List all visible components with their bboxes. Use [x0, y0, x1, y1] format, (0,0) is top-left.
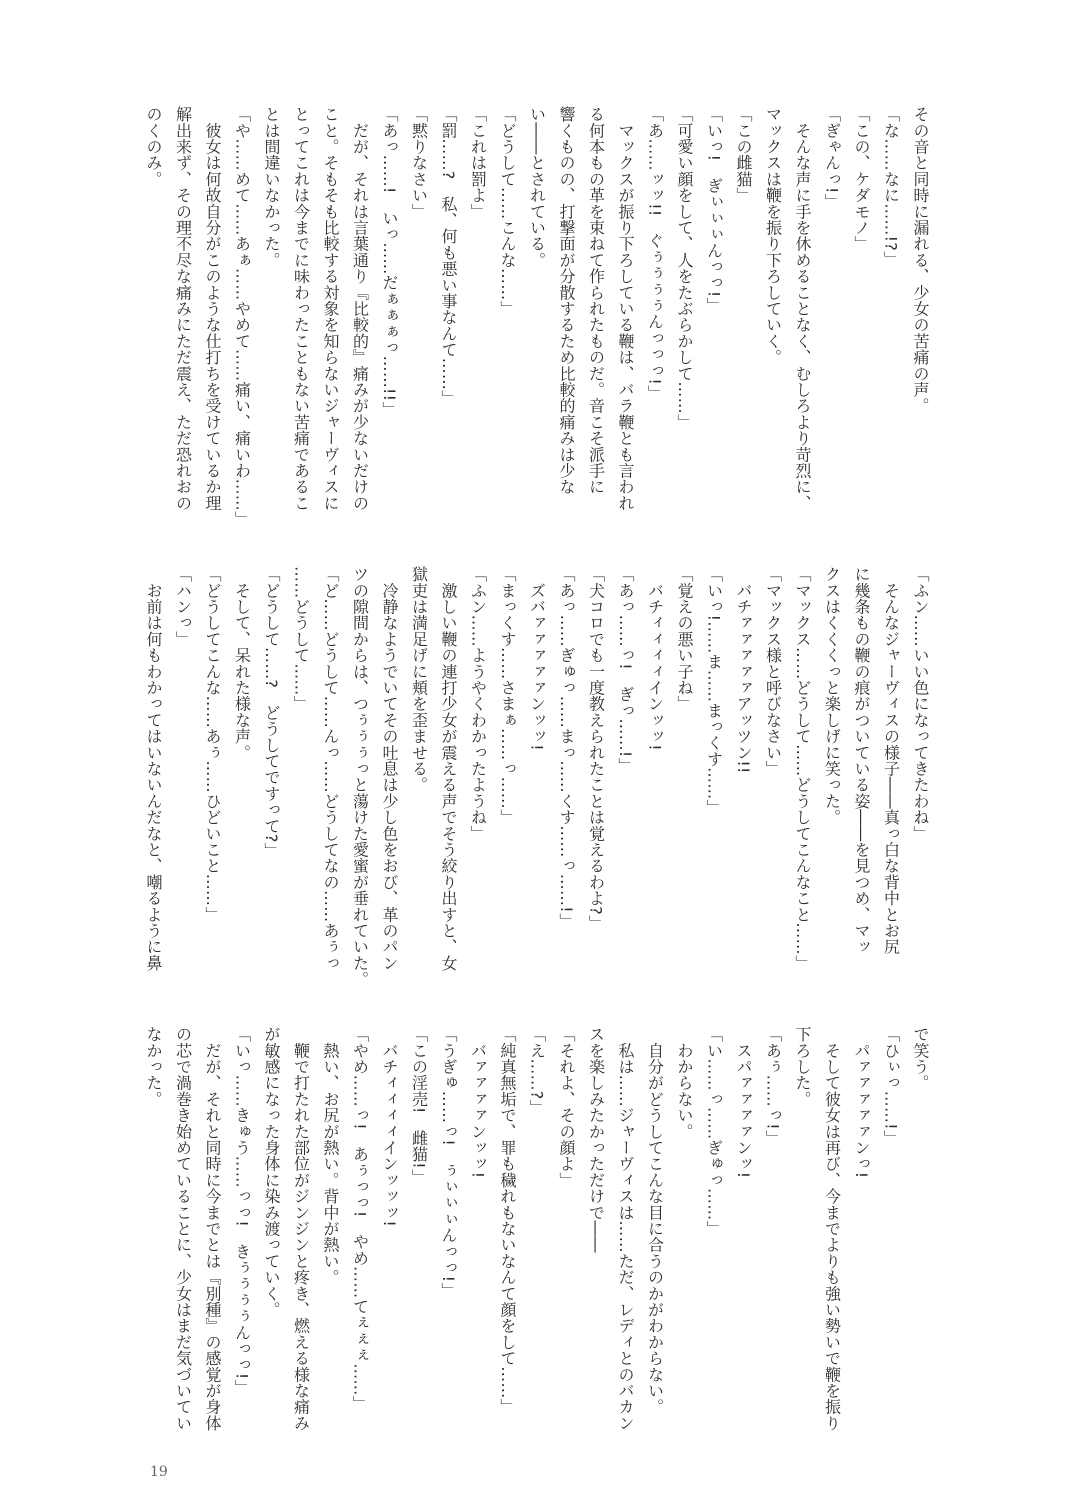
- text-line: 「やめ……っ! あぅっっ! やめ……てぇぇぇ……」: [350, 1026, 370, 1412]
- text-line: だが、それは言葉通り『比較的』痛みが少ないだけの: [350, 106, 370, 511]
- text-line: スを楽しみたかっただけで――: [586, 1026, 606, 1253]
- text-line: 「罰……? 私、何も悪い事なんて……」: [439, 106, 458, 407]
- text-line: こと。そもそも比較する対象を知らないジャーヴィスに: [321, 106, 340, 511]
- text-line: 「あっ……ぎゅっ……まっ……くす……っ……!」: [557, 566, 576, 930]
- text-line: 「うぎゅ……っ! ぅぃぃぃんっっ!」: [439, 1026, 458, 1299]
- text-line: ズバァァァァァンッッ!: [527, 566, 547, 751]
- text-line: 私は……ジャーヴィスは……ただ、レディとのバカン: [616, 1026, 635, 1431]
- text-line: 「どうして……こんな……」: [498, 106, 517, 317]
- text-line: 「犬コロでも一度教えられたことは覚えるわよ?」: [586, 566, 606, 932]
- text-line: 「あっ……っ! ぎっ……!」: [616, 566, 635, 774]
- text-line: 「あっ……! いっ……だぁぁぁっ……!!」: [380, 106, 399, 418]
- text-line: なかった。: [144, 1026, 163, 1107]
- text-line: だが、それと同時に今までとは『別種』の感覚が身体: [203, 1026, 222, 1431]
- text-line: 「この、ケダモノ」: [852, 106, 871, 252]
- text-line: パァァァァァンっ!: [852, 1026, 871, 1179]
- text-line: 獄吏は満足げに頬を歪ませる。: [409, 566, 429, 793]
- text-line: 「な……なに……!?」: [881, 106, 901, 268]
- text-line: で笑う。: [911, 1026, 930, 1091]
- text-line: 「この淫売! 雌猫!」: [409, 1026, 429, 1186]
- text-line: 「可愛い顔をして、人をたぶらかして……」: [675, 106, 694, 430]
- text-line: お前は何もわかってはいないんだなと、嘲るように鼻: [144, 566, 163, 971]
- text-line: 「い……っ……ぎゅっ……」: [704, 1026, 724, 1237]
- text-tier-bottom: [138, 1026, 935, 1446]
- text-line: バチァァァァァアッツン!!: [734, 566, 753, 774]
- text-line: 「あ……ッッ!! ぐぅぅぅぅんっっっ!」: [645, 106, 665, 402]
- text-line: 「覚えの悪い子ね」: [675, 566, 694, 712]
- text-line: 「どうしてこんな……あぅ……ひどいこと……」: [203, 566, 222, 923]
- text-line: 「ふン……いい色になってきたわね」: [911, 566, 930, 842]
- text-line: クスはくくくっと楽しげに笑った。: [822, 566, 842, 826]
- text-line: バチィィィィインッッ!: [645, 566, 665, 751]
- text-line: そして、呆れた様な声。: [232, 566, 252, 761]
- text-line: 冷静なようでいてその吐息は少し色をおび、革のパン: [380, 566, 399, 971]
- text-tier-middle: [138, 566, 935, 986]
- text-line: わからない。: [675, 1026, 694, 1140]
- text-line: その音と同時に漏れる、少女の苦痛の声。: [911, 106, 930, 414]
- text-line: とってこれは今までに味わったこともない苦痛であるこ: [291, 106, 311, 511]
- text-line: のくのみ。: [144, 106, 163, 187]
- text-line: 「ど……どうして……んっ……どうしてなの……あぅっ: [321, 566, 340, 971]
- text-line: る何本もの革を束ねて作られたものだ。音こそ派手に: [586, 106, 606, 495]
- text-line: とは間違いなかった。: [262, 106, 281, 268]
- text-line: 「黙りなさい」: [409, 106, 429, 220]
- text-line: 「純真無垢で、罪も穢れもないなんて顔をして……」: [498, 1026, 517, 1415]
- text-line: 自分がどうしてこんな目に合うのかがわからない。: [645, 1026, 665, 1415]
- text-line: マックスは鞭を振り下ろしていく。: [763, 106, 783, 366]
- text-line: 「それよ、その顔よ」: [557, 1026, 576, 1188]
- text-line: の芯で渦巻き始めていることに、少女はまだ気づいてい: [173, 1026, 193, 1431]
- page-number: 19: [150, 1464, 168, 1480]
- text-line: い――とされている。: [527, 106, 547, 268]
- text-line: 「どうして……? どうしてですって?」: [262, 566, 281, 859]
- text-line: 「ハンっ」: [173, 566, 193, 647]
- text-line: スパァァァァンッ!: [734, 1026, 753, 1179]
- text-line: 「え……?」: [527, 1026, 547, 1116]
- text-line: 激しい鞭の連打少女が震える声でそう絞り出すと、女: [439, 566, 458, 971]
- text-line: 「マックス……どうして……どうしてこんなこと……」: [793, 566, 812, 971]
- text-line: バァァァァンッッ!: [468, 1026, 488, 1179]
- text-line: 「いっ!……ま……まっくす……」: [704, 566, 724, 816]
- text-line: 「これは罰よ」: [468, 106, 488, 220]
- text-line: に幾条もの鞭の痕がついている姿――を見つめ、マッ: [852, 566, 871, 955]
- text-line: 「ぎゃんっ!」: [822, 106, 842, 210]
- text-line: 鞭で打たれた部位がジンジンと疼き、燃える様な痛み: [291, 1026, 311, 1431]
- text-line: 「いっ! ぎぃぃぃんっっ!」: [704, 106, 724, 314]
- text-line: そんなジャーヴィスの様子――真っ白な背中とお尻: [881, 566, 901, 955]
- text-line: が敏感になった身体に染み渡っていく。: [262, 1026, 281, 1318]
- text-line: 「いっ……きゅう……っっ! きぅぅぅぅんっっ!」: [232, 1026, 252, 1396]
- text-line: 下ろした。: [793, 1026, 812, 1107]
- text-line: ……どうして……」: [291, 566, 311, 712]
- text-line: 「や……めて……あぁ……やめて……痛い、痛いわ……」: [232, 106, 252, 528]
- text-line: 「ひぃっ……!」: [881, 1026, 901, 1147]
- text-line: そして彼女は再び、今までよりも強い勢いで鞭を振り: [822, 1026, 842, 1431]
- text-tier-top: [138, 106, 935, 526]
- text-line: マックスが振り下ろしている鞭は、バラ鞭とも言われ: [616, 106, 635, 511]
- text-line: バチィィィィインッッッ!: [380, 1026, 399, 1228]
- text-line: そんな声に手を休めることなく、むしろより苛烈に、: [793, 106, 812, 511]
- text-line: 解出来ず、その理不尽な痛みにただ震え、ただ恐れおの: [173, 106, 193, 511]
- text-line: 「まっくす……さまぁ……っ……」: [498, 566, 517, 826]
- text-line: 「ふン……ようやくわかったようね」: [468, 566, 488, 842]
- text-line: 「あぅ……っ!」: [763, 1026, 783, 1147]
- text-line: 「マックス様と呼びなさい」: [763, 566, 783, 777]
- text-line: 響くものの、打撃面が分散するため比較的痛みは少な: [557, 106, 576, 495]
- text-line: ツの隙間からは、つぅぅぅっと蕩けた愛蜜が垂れていた。: [350, 566, 370, 988]
- text-line: 「この雌猫」: [734, 106, 753, 204]
- text-line: 彼女は何故自分がこのような仕打ちを受けているか理: [203, 106, 222, 511]
- text-line: 熱い、お尻が熱い。背中が熱い。: [321, 1026, 340, 1286]
